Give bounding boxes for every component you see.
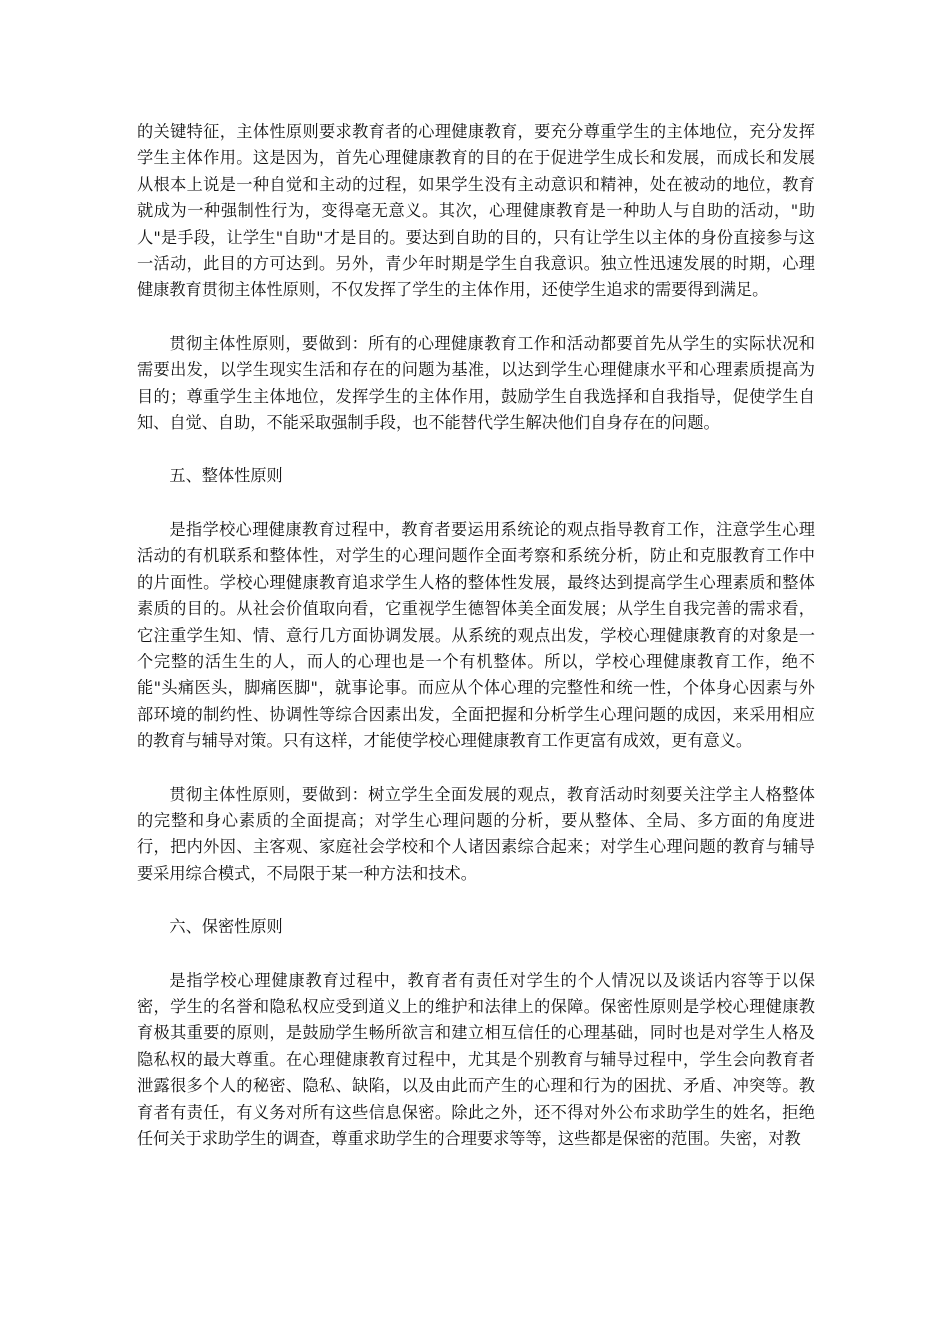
paragraph-gap	[137, 887, 815, 914]
paragraph-holistic-principle-implementation: 贯彻主体性原则，要做到：树立学生全面发展的观点，教育活动时刻要关注学主人格整体的完整和身心素质的全面提高；对学生心理问题的分析，要从整体、全局、多方面的角度进行，把内外因、主客观、家庭社会学校和个人诸因素综合起来；对学生心理问题的教育与辅导要采用综合模式，不局限于某一种方法和技术。	[137, 784, 815, 883]
paragraph-confidentiality-principle-definition: 是指学校心理健康教育过程中，教育者有责任对学生的个人情况以及谈话内容等于以保密，学生的名誉和隐私权应受到道义上的维护和法律上的保障。保密性原则是学校心理健康教育极其重要的原则，是鼓励学生畅所欲言和建立相互信任的心理基础，同时也是对学生人格及隐私权的最大尊重。在心理健康教育过程中，尤其是个别教育与辅导过程中，学生会向教育者泄露很多个人的秘密、隐私、缺陷，以及由此而产生的心理和行为的困扰、矛盾、冲突等。教育者有责任，有义务对所有这些信息保密。除此之外，还不得对外公布求助学生的姓名，拒绝任何关于求助学生的调查，尊重求助学生的合理要求等等，这些都是保密的范围。失密，对教	[137, 970, 815, 1148]
paragraph-holistic-principle-definition: 是指学校心理健康教育过程中，教育者要运用系统论的观点指导教育工作，注意学生心理活动的有机联系和整体性，对学生的心理问题作全面考察和系统分析，防止和克服教育工作中的片面性。学校心理健康教育追求学生人格的整体性发展，最终达到提高学生心理素质和整体素质的目的。从社会价值取向看，它重视学生德智体美全面发展；从学生自我完善的需求看，它注重学生知、情、意行几方面协调发展。从系统的观点出发，学校心理健康教育的对象是一个完整的活生生的人，而人的心理也是一个有机整体。所以，学校心理健康教育工作，绝不能"头痛医头，脚痛医脚"，就事论事。而应从个体心理的完整性和统一性，个体身心因素与外部环境的制约性、协调性等综合因素出发，全面把握和分析学生心理问题的成因，来采用相应的教育与辅导对策。只有这样，才能使学校心理健康教育工作更富有成效，更有意义。	[137, 519, 815, 751]
paragraph-subject-principle-implementation: 贯彻主体性原则，要做到：所有的心理健康教育工作和活动都要首先从学生的实际状况和需要出发，以学生现实生活和存在的问题为基准，以达到学生心理健康水平和心理素质提高为目的；尊重学生主体地位，发挥学生的主体作用，鼓励学生自我选择和自我指导，促使学生自知、自觉、自助，不能采取强制手段，也不能替代学生解决他们自身存在的问题。	[137, 333, 815, 433]
paragraph-gap	[137, 304, 815, 331]
paragraph-gap	[137, 436, 815, 463]
paragraph-subject-principle-continued: 的关键特征，主体性原则要求教育者的心理健康教育，要充分尊重学生的主体地位，充分发挥学生主体作用。这是因为，首先心理健康教育的目的在于促进学生成长和发展，而成长和发展从根本上说是一种自觉和主动的过程，如果学生没有主动意识和精神，处在被动的地位，教育就成为一种强制性行为，变得毫无意义。其次，心理健康教育是一种助人与自助的活动，"助人"是手段，让学生"自助"才是目的。要达到自助的目的，只有让学生以主体的身份直接参与这一活动，此目的方可达到。另外，青少年时期是学生自我意识。独立性迅速发展的时期，心理健康教育贯彻主体性原则，不仅发挥了学生的主体作用，还使学生追求的需要得到满足。	[137, 122, 815, 300]
section-heading-confidentiality-principle: 六、保密性原则	[169, 917, 283, 937]
paragraph-gap	[137, 490, 815, 517]
document-page	[137, 119, 815, 1152]
section-heading-holistic-principle: 五、整体性原则	[169, 466, 283, 486]
paragraph-gap	[137, 941, 815, 968]
paragraph-gap	[137, 755, 815, 782]
